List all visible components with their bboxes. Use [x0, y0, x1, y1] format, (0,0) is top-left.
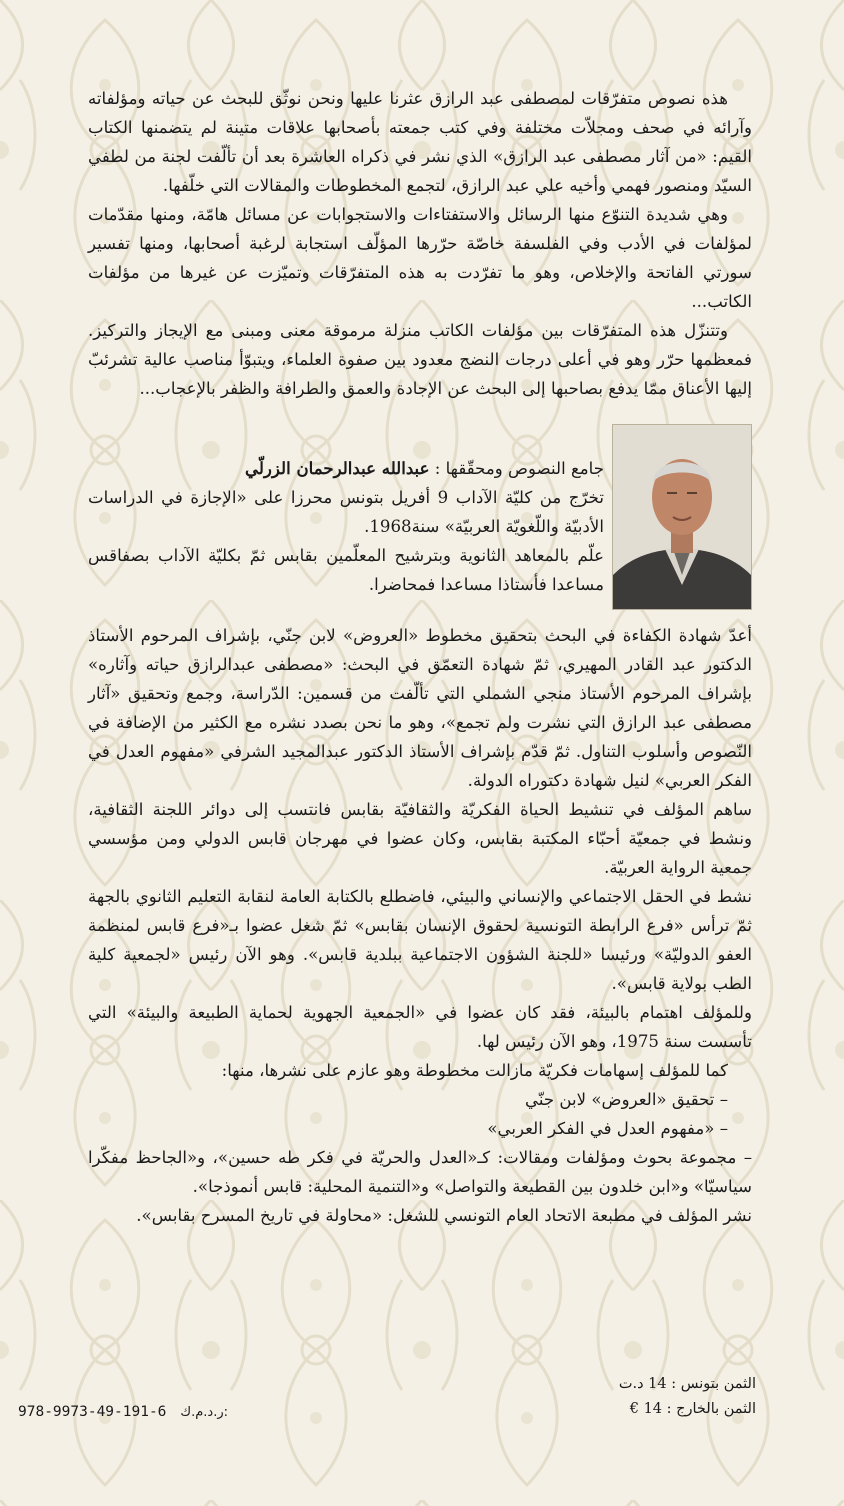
- author-name: عبدالله عبدالرحمان الزرلّي: [244, 458, 430, 478]
- portrait-image: [613, 425, 751, 609]
- bio-paragraph: كما للمؤلف إسهامات فكريّة مازالت مخطوطة وهو عازم على نشرها، منها:: [221, 1061, 728, 1080]
- isbn-label: ر.د.م.ك:: [180, 1405, 229, 1420]
- bio-section: [88, 621, 752, 1230]
- price-section: [619, 1372, 756, 1422]
- bio-paragraph: ساهم المؤلف في تنشيط الحياة الفكريّة والثقافيّة بقابس فانتسب إلى دوائر اللجنة الثقافية، ونشط في جمعيّة أحبّاء المكتبة بقابس، وكان عضوا في مهرجان قابس الدولي ومن مؤسسي جمعية الرواية العربيّة.: [88, 800, 752, 877]
- author-line: علّم بالمعاهد الثانوية وبترشيح المعلّمين بقابس ثمّ بكليّة الآداب بصفاقس مساعدا فأستاذا مساعدا فمحاضرا.: [88, 546, 604, 594]
- author-text: [88, 424, 604, 599]
- author-section: [88, 424, 752, 610]
- intro-paragraph: وهي شديدة التنوّع منها الرسائل والاستفتاءات والاستجوابات عن مسائل هامّة، ومنها مقدّمات لمؤلفات في الأدب وفي الفلسفة خاصّة حرّرها المؤلّف استجابة لرغبة أصحابها، ومنها تفسير سورتي الفاتحة والإخلاص، وهو ما تفرّدت به هذه المتفرّقات وتميّزت عن غيرها من مؤلفات الكاتب...: [88, 205, 752, 311]
- bio-paragraph: نشط في الحقل الاجتماعي والإنساني والبيئي، فاضطلع بالكتابة العامة لنقابة التعليم الثانوي بالجهة ثمّ ترأس «فرع الرابطة التونسية لحقوق الإنسان بقابس» ثمّ شغل عضوا بـ«فرع قابس لمنظمة العفو الدوليّة» ورئيسا «للجنة الشؤون الاجتماعية ببلدية قابس». وهو الآن رئيس «لجمعية كلية الطب بولاية قابس».: [88, 887, 752, 993]
- isbn-section: [18, 1400, 228, 1425]
- bio-paragraph: أعدّ شهادة الكفاءة في البحث بتحقيق مخطوط «العروض» لابن جنّي، بإشراف المرحوم الأستاذ الدكتور عبد القادر المهيري، ثمّ شهادة التعمّق في البحث: «مصطفى عبدالرازق حياته وآثاره» بإشراف المرحوم الأستاذ منجي الشملي التي تألّفت من قسمين: الدّراسة، وجمع وتحقيق «آثار مصطفى عبد الرازق التي نشرت ولم تجمع»، وهو ما نحن بصدد نشره مع الكثير من الإضافة في النّصوص وأسلوب التناول. ثمّ قدّم بإشراف الأستاذ الدكتور عبدالمجيد الشرفي «مفهوم العدل في الفكر العربي» لنيل شهادة دكتوراه الدولة.: [88, 626, 752, 790]
- author-photo: [612, 424, 752, 610]
- isbn-number: 978-9973-49-191-6: [18, 1404, 167, 1420]
- author-role: جامع النصوص ومحقّقها :: [429, 459, 604, 478]
- bio-paragraph: وللمؤلف اهتمام بالبيئة، فقد كان عضوا في «الجمعية الجهوية لحماية الطبيعة والبيئة» التي تأسست سنة 1975، وهو الآن رئيس لها.: [88, 1003, 752, 1051]
- author-heading: [88, 454, 604, 483]
- price-abroad: الثمن بالخارج : 14 €: [629, 1401, 756, 1417]
- price-tunisia: الثمن بتونس : 14 د.ت: [618, 1376, 756, 1392]
- intro-paragraph: هذه نصوص متفرّقات لمصطفى عبد الرازق عثرنا عليها ونحن نوثّق للبحث عن حياته ومؤلفاته وآرائه في صحف ومجلاّت مختلفة وفي كتب جمعته بأصحابها علاقات متينة لم يتضمنها الكتاب القيم: «من آثار مصطفى عبد الرازق» الذي نشر في ذكراه العاشرة بعد أن تألّفت لجنة من لطفي السيّد ومنصور فهمي وأخيه علي عبد الرازق، لتجمع المخطوطات والمقالات التي خلّفها.: [88, 89, 752, 195]
- bio-list-item: – تحقيق «العروض» لابن جنّي: [525, 1090, 728, 1109]
- intro-paragraph: وتتنزّل هذه المتفرّقات بين مؤلفات الكاتب منزلة مرموقة معنى ومبنى مع الإيجاز والتركيز. فمعظمها حرّر وهو في أعلى درجات النضج معدود بين صفوة العلماء، ويتبوّأ مناصب عالية تشرئبّ إليها الأعناق ممّا يدفع بصاحبها إلى البحث عن الإجادة والعمق والطرافة والظفر بالإعجاب...: [88, 321, 752, 398]
- bio-list-item: – مجموعة بحوث ومؤلفات ومقالات: كـ«العدل والحريّة في فكر طه حسين»، و«الجاحظ مفكّرا سياسيّا» و«ابن خلدون بين القطيعة والتواصل» و«التنمية المحلية: قابس أنموذجا».: [88, 1148, 752, 1196]
- author-line: تخرّج من كليّة الآداب 9 أفريل بتونس محرزا على «الإجازة في الدراسات الأدبيّة واللّغويّة العربيّة» سنة1968.: [88, 488, 604, 536]
- intro-section: [88, 84, 752, 403]
- bio-paragraph: نشر المؤلف في مطبعة الاتحاد العام التونسي للشغل: «محاولة في تاريخ المسرح بقابس».: [136, 1206, 752, 1225]
- bio-list-item: – «مفهوم العدل في الفكر العربي»: [487, 1119, 728, 1138]
